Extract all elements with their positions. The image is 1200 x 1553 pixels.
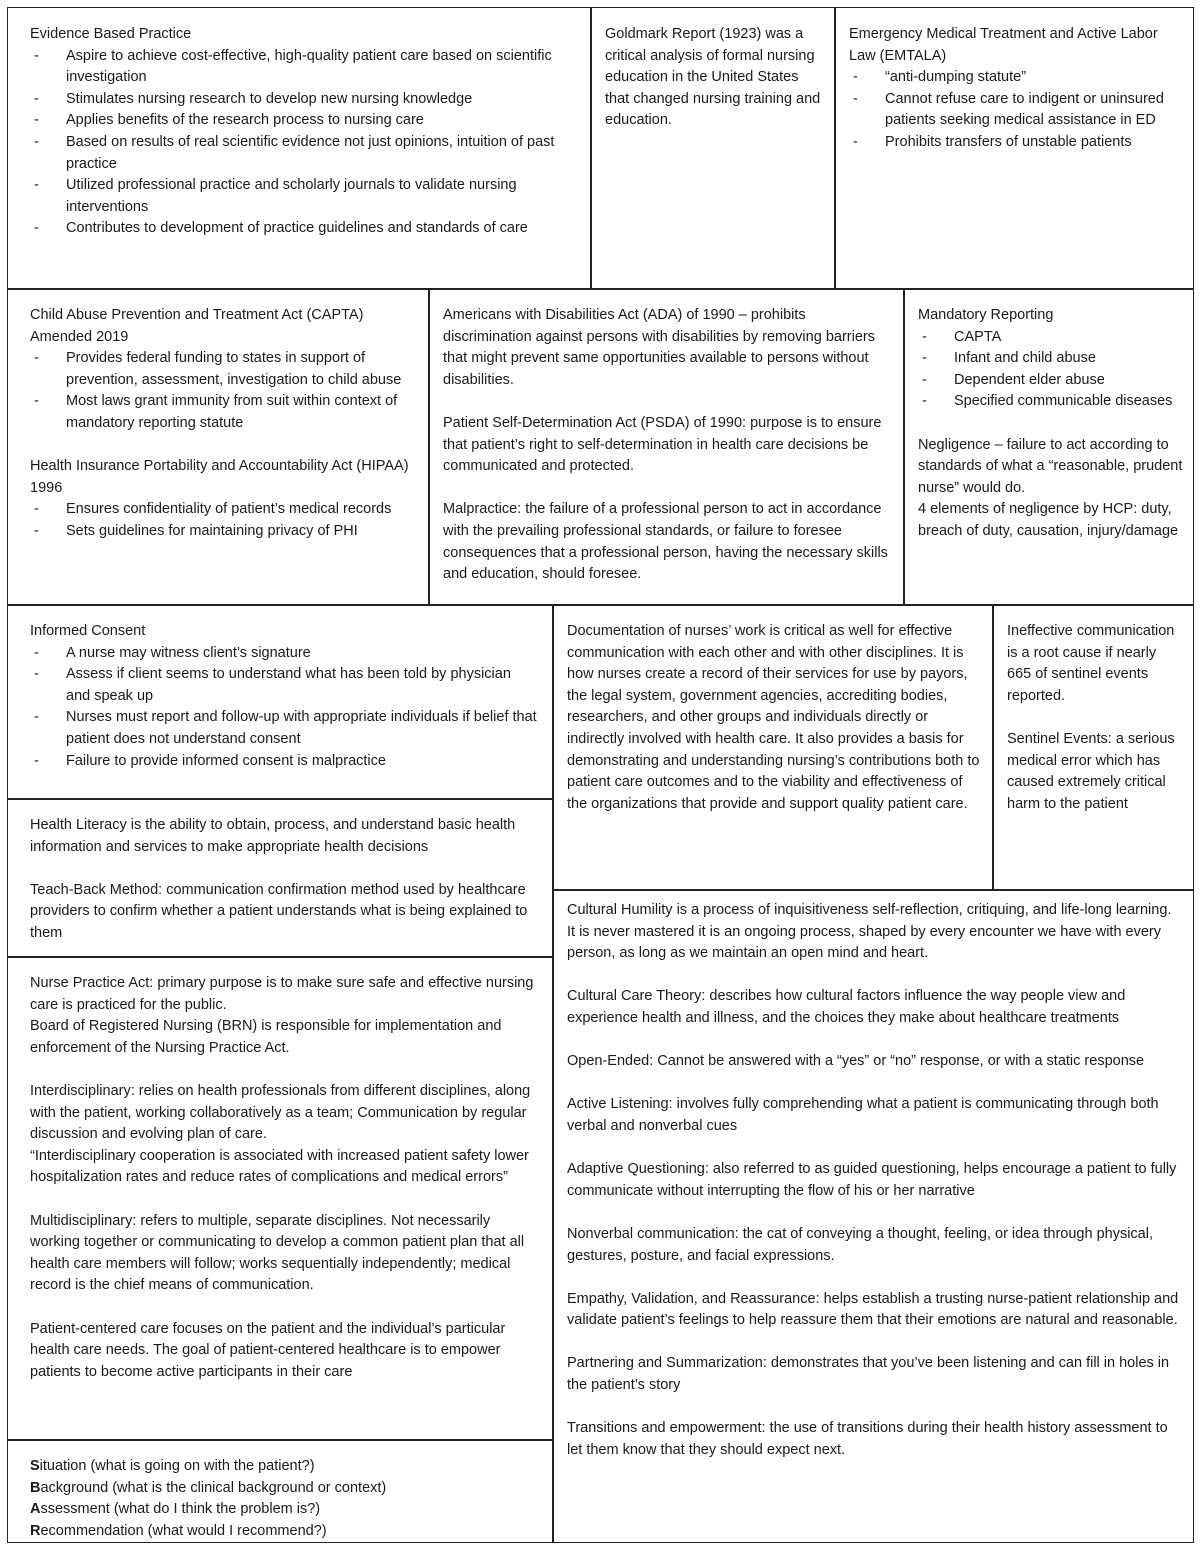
list-item: - Failure to provide informed consent is malpractice	[30, 751, 539, 773]
hipaa-title: Health Insurance Portability and Accountability Act (HIPAA) 1996	[30, 458, 409, 496]
negligence-elements-text: 4 elements of negligence by HCP: duty, breach of duty, causation, injury/damage	[918, 501, 1179, 539]
list-item: - Ensures confidentiality of patient’s medical records	[30, 499, 415, 521]
culture-paragraph: Transitions and empowerment: the use of transitions during their health history assessment to let them know that they should expect next.	[567, 1420, 1168, 1458]
list-item: - Most laws grant immunity from suit within context of mandatory reporting statute	[30, 391, 415, 434]
ebp-box	[7, 7, 592, 290]
ineffective-communication-box	[992, 604, 1194, 891]
negligence-text: Negligence – failure to act according to standards of what a “reasonable, prudent nurse” would do.	[918, 436, 1183, 496]
health-literacy-text: Health Literacy is the ability to obtain, process, and understand basic health information and services to make appropriate health decisions	[30, 817, 516, 855]
list-item: - Cannot refuse care to indigent or uninsured patients seeking medical assistance in ED	[849, 89, 1183, 132]
list-item: - Infant and child abuse	[918, 348, 1183, 370]
goldmark-box	[590, 7, 836, 290]
list-item: - Stimulates nursing research to develop new nursing knowledge	[30, 89, 577, 111]
culture-paragraph: Partnering and Summarization: demonstrates that you’ve been listening and can fill in holes in the patient’s story	[567, 1355, 1170, 1394]
culture-paragraph: Open-Ended: Cannot be answered with a “yes” or “no” response, or with a static response	[567, 1053, 1145, 1070]
sbar-line	[30, 1521, 539, 1543]
sbar-letter: A	[30, 1501, 41, 1518]
list-item: - “anti-dumping statute”	[849, 67, 1183, 89]
ebp-title: Evidence Based Practice	[30, 26, 192, 42]
cultural-humility-box	[552, 889, 1194, 1543]
mandatory-title: Mandatory Reporting	[918, 307, 1054, 323]
malpractice-text: Malpractice: the failure of a professional person to act in accordance with the prevailing professional standards, or failure to foresee consequences that a professional person, having the necessary skills and education, should foresee.	[443, 501, 888, 583]
list-item: - A nurse may witness client’s signature	[30, 643, 539, 665]
npa-text: Nurse Practice Act: primary purpose is to make sure safe and effective nursing care is practiced for the public.	[30, 975, 534, 1013]
nurse-practice-act-box	[7, 956, 554, 1441]
sbar-text: ssessment (what do I think the problem is?)	[40, 1501, 321, 1518]
list-item: - CAPTA	[918, 327, 1183, 349]
sbar-letter: R	[30, 1522, 41, 1539]
mandatory-reporting-box	[903, 288, 1194, 606]
emtala-title: Emergency Medical Treatment and Active Labor Law (EMTALA)	[849, 26, 1158, 64]
culture-paragraph: Nonverbal communication: the cat of conveying a thought, feeling, or idea through physical, gestures, posture, and facial expressions.	[567, 1225, 1153, 1264]
documentation-box	[552, 604, 994, 891]
list-item: - Contributes to development of practice guidelines and standards of care	[30, 218, 577, 240]
list-item: - Utilized professional practice and scholarly journals to validate nursing interventions	[30, 175, 577, 218]
consent-list	[30, 643, 539, 773]
sbar-letter: S	[30, 1458, 40, 1474]
multidisciplinary-text: Multidisciplinary: refers to multiple, separate disciplines. Not necessarily working together or communicating to develop a common patient plan that all health care members will follow; works sequentially independently; medical record is the chief means of communication.	[30, 1212, 525, 1294]
informed-consent-box	[7, 604, 554, 800]
list-item: - Prohibits transfers of unstable patients	[849, 132, 1183, 154]
list-item: - Nurses must report and follow-up with appropriate individuals if belief that patient does not understand consent	[30, 707, 539, 750]
list-item: - Dependent elder abuse	[918, 370, 1183, 392]
culture-paragraph: Adaptive Questioning: also referred to as guided questioning, helps encourage a patient to fully communicate without interrupting the flow of his or her narrative	[567, 1161, 1177, 1199]
hipaa-list	[30, 499, 415, 542]
list-item: - Based on results of real scientific evidence not just opinions, intuition of past practice	[30, 132, 577, 175]
documentation-text: Documentation of nurses’ work is critical as well for effective communication with each other and with other disciplines. It is how nurses create a record of their services for use by payors, the legal system, government agencies, accrediting bodies, researchers, and other groups and individuals directly or indirectly involved with health care. It also provides a basis for demonstrating and understanding nursing’s contributions both to patient care outcomes and to the viability and effectiveness of the organizations that provide and support quality patient care.	[567, 623, 980, 812]
ineffective-communication-text: Ineffective communication is a root cause if nearly 665 of sentinel events reported.	[1007, 623, 1175, 704]
culture-paragraph: Cultural Humility is a process of inquisitiveness self-reflection, critiquing, and life-long learning. It is never mastered it is an ongoing process, shaped by every encounter we have with every person, as long as we maintain an open mind and heart.	[567, 902, 1172, 962]
interdisciplinary-quote: “Interdisciplinary cooperation is associated with increased patient safety lower hospitalization rates and reduce rates of complications and medical errors”	[30, 1147, 529, 1186]
emtala-list	[849, 67, 1183, 153]
health-literacy-box	[7, 798, 554, 958]
psda-text: Patient Self-Determination Act (PSDA) of 1990: purpose is to ensure that patient’s right to self-determination in health care decisions be communicated and protected.	[443, 414, 882, 475]
mandatory-list	[918, 327, 1183, 413]
culture-paragraph: Empathy, Validation, and Reassurance: helps establish a trusting nurse-patient relationship and validate patient’s feelings to help reassure them that their emotions are natural and reasonable.	[567, 1290, 1179, 1329]
sbar-line	[30, 1499, 539, 1521]
capta-list	[30, 348, 415, 434]
capta-title: Child Abuse Prevention and Treatment Act (CAPTA) Amended 2019	[30, 307, 364, 345]
sbar-letter: B	[30, 1479, 41, 1496]
ada-box	[428, 288, 905, 606]
brn-text: Board of Registered Nursing (BRN) is responsible for implementation and enforcement of the Nursing Practice Act.	[30, 1018, 502, 1056]
list-item: - Sets guidelines for maintaining privacy of PHI	[30, 521, 415, 543]
list-item: - Applies benefits of the research process to nursing care	[30, 110, 577, 132]
sbar-text: ecommendation (what would I recommend?)	[40, 1522, 327, 1539]
sbar-line	[30, 1478, 539, 1500]
culture-paragraph: Active Listening: involves fully comprehending what a patient is communicating through both verbal and nonverbal cues	[567, 1096, 1159, 1134]
sbar-box	[7, 1439, 554, 1543]
teach-back-text: Teach-Back Method: communication confirmation method used by healthcare providers to confirm whether a patient understands what is being explained to them	[30, 881, 528, 941]
sbar-line	[30, 1456, 539, 1478]
capta-box	[7, 288, 430, 606]
list-item: - Assess if client seems to understand what has been told by physician and speak up	[30, 664, 539, 707]
sbar-text: ituation (what is going on with the patient?)	[39, 1458, 315, 1474]
list-item: - Specified communicable diseases	[918, 391, 1183, 413]
ebp-list	[30, 46, 577, 240]
goldmark-text: Goldmark Report (1923) was a critical analysis of formal nursing education in the United States that changed nursing training and education.	[605, 26, 821, 129]
emtala-box	[834, 7, 1194, 290]
list-item: - Aspire to achieve cost-effective, high-quality patient care based on scientific investigation	[30, 46, 577, 89]
sbar-text: ackground (what is the clinical background or context)	[40, 1479, 387, 1496]
culture-paragraph: Cultural Care Theory: describes how cultural factors influence the way people view and experience health and illness, and the choices they make about healthcare treatments	[567, 988, 1126, 1026]
interdisciplinary-text: Interdisciplinary: relies on health professionals from different disciplines, along with the patient, working collaboratively as a team; Communication by regular discussion and evolving plan of care.	[30, 1082, 531, 1143]
sentinel-events-text: Sentinel Events: a serious medical error which has caused extremely critical harm to the patient	[1007, 730, 1175, 812]
ada-text: Americans with Disabilities Act (ADA) of 1990 – prohibits discrimination against persons with disabilities by removing barriers that might prevent same opportunities available to persons without disabilities.	[443, 307, 875, 388]
list-item: - Provides federal funding to states in support of prevention, assessment, investigation to child abuse	[30, 348, 415, 391]
consent-title: Informed Consent	[30, 623, 146, 639]
patient-centered-text: Patient-centered care focuses on the patient and the individual’s particular health care needs. The goal of patient-centered healthcare is to empower patients to become active participants in their care	[30, 1320, 506, 1380]
